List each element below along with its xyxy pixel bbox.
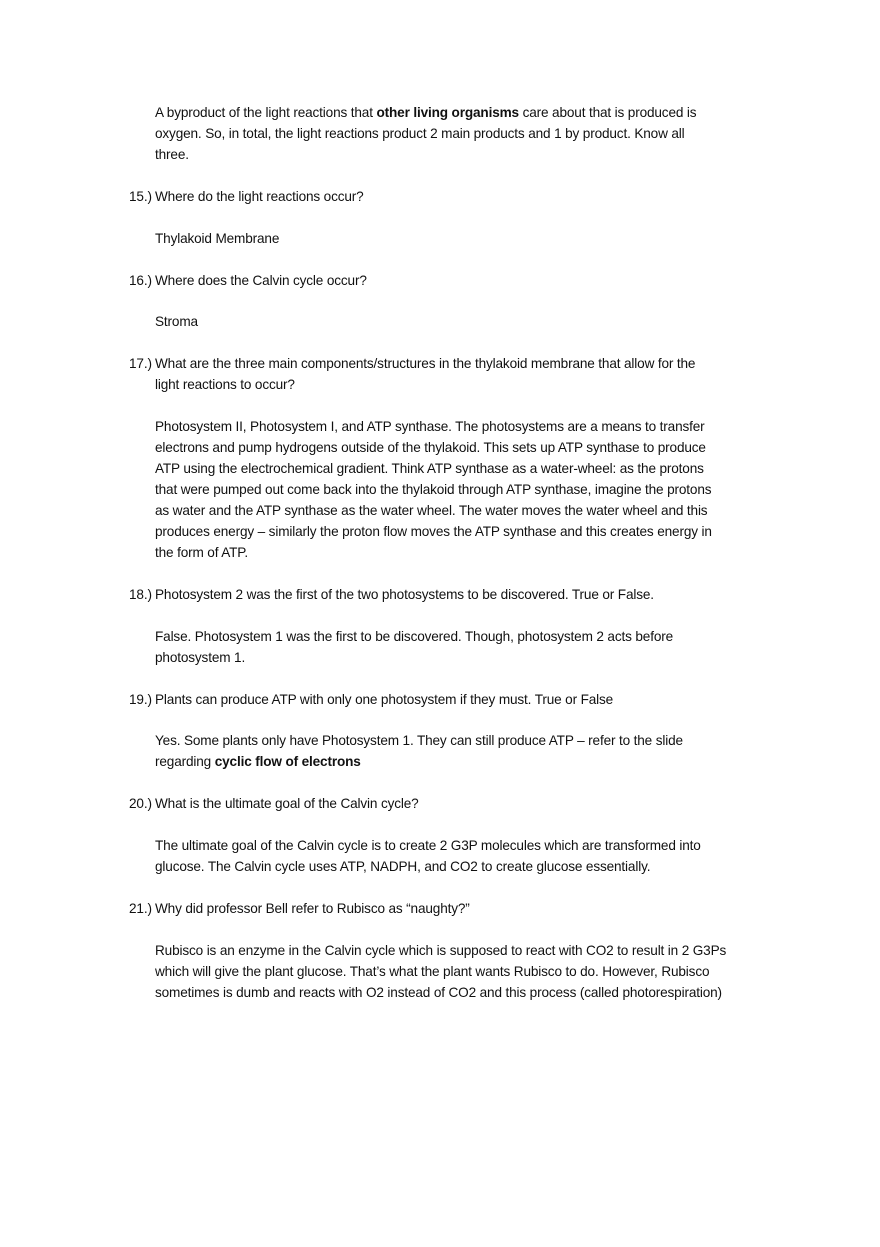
question-18 <box>0 585 880 606</box>
answer-text <box>0 501 880 522</box>
question-text: Where does the Calvin cycle occur? <box>155 272 367 288</box>
question-16 <box>0 271 880 292</box>
text: ATP using the electrochemical gradient. Think ATP synthase as a water-wheel: as the protons <box>155 461 704 477</box>
answer-paragraph <box>0 229 880 250</box>
question-text: Photosystem 2 was the first of the two photosystems to be discovered. True or False. <box>155 586 654 602</box>
answer-text <box>0 983 880 1004</box>
answer-text <box>0 459 880 480</box>
question-number: 17.) <box>129 356 152 372</box>
answer-text <box>0 857 880 878</box>
question-20 <box>0 794 880 815</box>
text: False. Photosystem 1 was the first to be discovered. Though, photosystem 2 acts before <box>155 628 674 644</box>
answer-paragraph <box>0 417 880 564</box>
question-15 <box>0 187 880 208</box>
answer-text <box>0 417 880 438</box>
answer-text <box>0 480 880 501</box>
answer-text <box>0 731 880 752</box>
question-19 <box>0 690 880 711</box>
answer-paragraph <box>0 312 880 333</box>
question-number: 16.) <box>129 272 152 288</box>
text: the form of ATP. <box>155 544 249 560</box>
text: sometimes is dumb and reacts with O2 instead of CO2 and this process (called photorespiration) <box>155 984 722 1000</box>
question-number: 19.) <box>129 691 152 707</box>
text: electrons and pump hydrogens outside of the thylakoid. This sets up ATP synthase to produce <box>155 440 706 456</box>
text: regarding <box>155 754 215 770</box>
question-number: 21.) <box>129 901 152 917</box>
answer-text <box>0 836 880 857</box>
bold-text: cyclic flow of electrons <box>214 754 361 770</box>
text: The ultimate goal of the Calvin cycle is to create 2 G3P molecules which are transformed into <box>155 838 701 854</box>
question-21 <box>0 899 880 920</box>
text: photosystem 1. <box>155 649 246 665</box>
text: produces energy – similarly the proton flow moves the ATP synthase and this creates energy in <box>155 523 712 539</box>
text-line: oxygen. So, in total, the light reactions product 2 main products and 1 by product. Know all <box>155 125 685 141</box>
text: glucose. The Calvin cycle uses ATP, NADPH, and CO2 to create glucose essentially. <box>155 859 651 875</box>
answer-text <box>0 229 880 250</box>
answer-paragraph <box>0 627 880 669</box>
answer-paragraph <box>0 731 880 773</box>
answer-text <box>0 312 880 333</box>
text-line <box>0 103 880 124</box>
answer-text <box>0 648 880 669</box>
question-text: Where do the light reactions occur? <box>155 188 364 204</box>
intro-paragraph <box>0 103 880 166</box>
answer-text <box>0 627 880 648</box>
answer-text <box>0 941 880 962</box>
question-text: light reactions to occur? <box>155 377 295 393</box>
text: care about that is produced is <box>518 105 697 120</box>
question-number: 15.) <box>129 188 152 204</box>
question-text: Plants can produce ATP with only one photosystem if they must. True or False <box>155 691 614 707</box>
answer-text <box>0 522 880 543</box>
text: that were pumped out come back into the thylakoid through ATP synthase, imagine the protons <box>155 482 712 498</box>
answer-text <box>0 962 880 983</box>
text: Stroma <box>155 314 198 330</box>
text-line: three. <box>155 146 189 162</box>
question-text: What is the ultimate goal of the Calvin cycle? <box>155 796 419 812</box>
answer-text <box>0 438 880 459</box>
bold-text: other living organisms <box>376 105 519 120</box>
text: Yes. Some plants only have Photosystem 1. They can still produce ATP – refer to the slide <box>155 733 683 749</box>
text: which will give the plant glucose. That’s what the plant wants Rubisco to do. However, Rubisco <box>155 963 710 979</box>
text: as water and the ATP synthase as the water wheel. The water moves the water wheel and this <box>155 503 708 519</box>
text: Thylakoid Membrane <box>155 230 280 246</box>
question-number: 18.) <box>129 586 152 602</box>
question-number: 20.) <box>129 796 152 812</box>
answer-paragraph <box>0 836 880 878</box>
document-page <box>0 103 880 1025</box>
text: Rubisco is an enzyme in the Calvin cycle which is supposed to react with CO2 to result in 2 G3Ps <box>155 942 727 958</box>
answer-paragraph <box>0 941 880 1004</box>
question-text: Why did professor Bell refer to Rubisco as “naughty?” <box>155 901 470 917</box>
answer-text <box>0 752 880 773</box>
question-text: What are the three main components/structures in the thylakoid membrane that allow for the <box>155 356 696 372</box>
text: Photosystem II, Photosystem I, and ATP synthase. The photosystems are a means to transfer <box>155 419 705 435</box>
answer-text <box>0 543 880 564</box>
text: A byproduct of the light reactions that <box>155 105 377 120</box>
question-17 <box>0 354 880 396</box>
